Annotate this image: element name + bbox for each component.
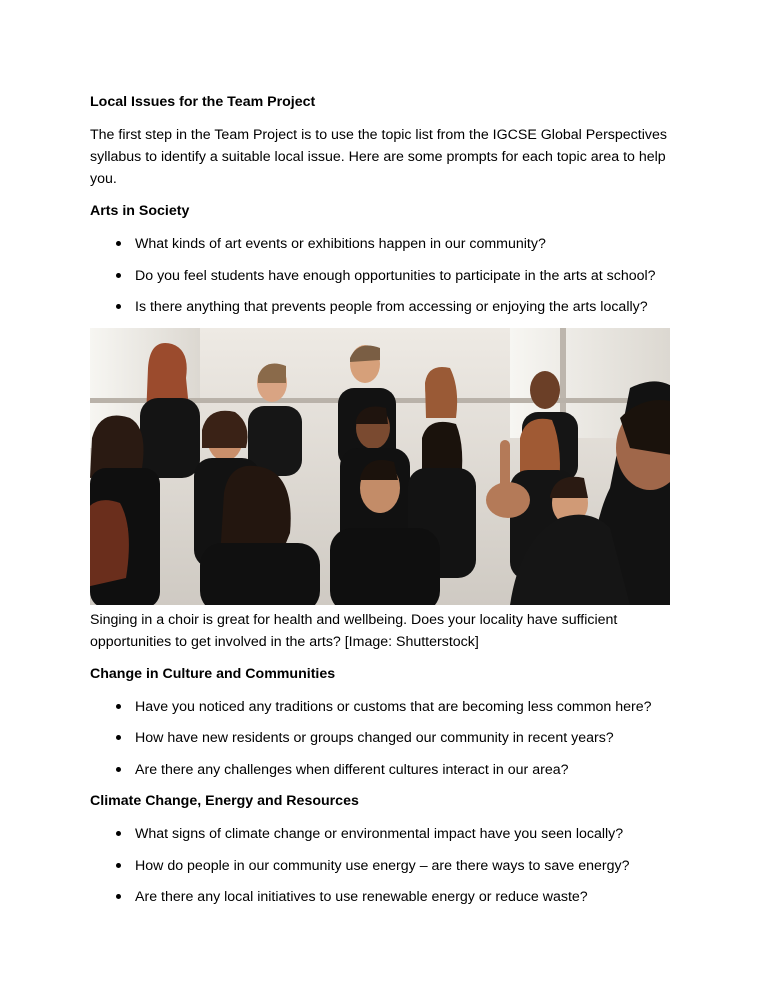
list-item — [90, 233, 680, 255]
list-item — [90, 696, 680, 718]
bullet-icon — [116, 241, 121, 246]
bullet-icon — [116, 863, 121, 868]
photo-caption: Singing in a choir is great for health and wellbeing. Does your locality have sufficient opportunities to get involved in the arts? [Image: Shutterstock] — [90, 611, 618, 650]
list-item-text: What signs of climate change or environmental impact have you seen locally? — [135, 826, 624, 842]
bullet-list-arts — [90, 233, 680, 318]
bullet-list-culture — [90, 696, 680, 781]
list-item-text: How do people in our community use energy – are there ways to save energy? — [135, 857, 630, 874]
list-item-text: Are there any challenges when different cultures interact in our area? — [135, 761, 569, 778]
bullet-icon — [116, 304, 121, 309]
bullet-icon — [116, 273, 121, 278]
bullet-icon — [116, 894, 121, 899]
section-heading-arts: Arts in Society — [90, 203, 190, 219]
bullet-icon — [116, 767, 121, 772]
list-item — [90, 759, 680, 781]
list-item-text: Is there anything that prevents people from accessing or enjoying the arts locally? — [135, 299, 648, 315]
list-item — [90, 886, 680, 908]
document-title: Local Issues for the Team Project — [90, 94, 316, 110]
bullet-icon — [116, 704, 121, 709]
list-item-text: Are there any local initiatives to use renewable energy or reduce waste? — [135, 889, 588, 905]
list-item-text: How have new residents or groups changed our community in recent years? — [135, 730, 614, 746]
document-body — [90, 91, 680, 918]
bullet-icon — [116, 831, 121, 836]
list-item — [90, 265, 680, 287]
list-item — [90, 727, 680, 749]
list-item — [90, 296, 680, 318]
list-item-text: Do you feel students have enough opportunities to participate in the arts at school? — [135, 267, 656, 284]
list-item — [90, 823, 680, 845]
list-item — [90, 855, 680, 877]
list-item-text: What kinds of art events or exhibitions happen in our community? — [135, 236, 546, 252]
list-item-text: Have you noticed any traditions or customs that are becoming less common here? — [135, 698, 652, 715]
bullet-icon — [116, 735, 121, 740]
intro-paragraph: The first step in the Team Project is to use the topic list from the IGCSE Global Perspectives syllabus to identify a suitable local issue. Here are some prompts for each topic area to help you. — [90, 127, 667, 187]
choir-photo — [90, 328, 670, 605]
bullet-list-climate — [90, 823, 680, 908]
section-heading-culture: Change in Culture and Communities — [90, 665, 336, 682]
section-heading-climate: Climate Change, Energy and Resources — [90, 793, 359, 809]
